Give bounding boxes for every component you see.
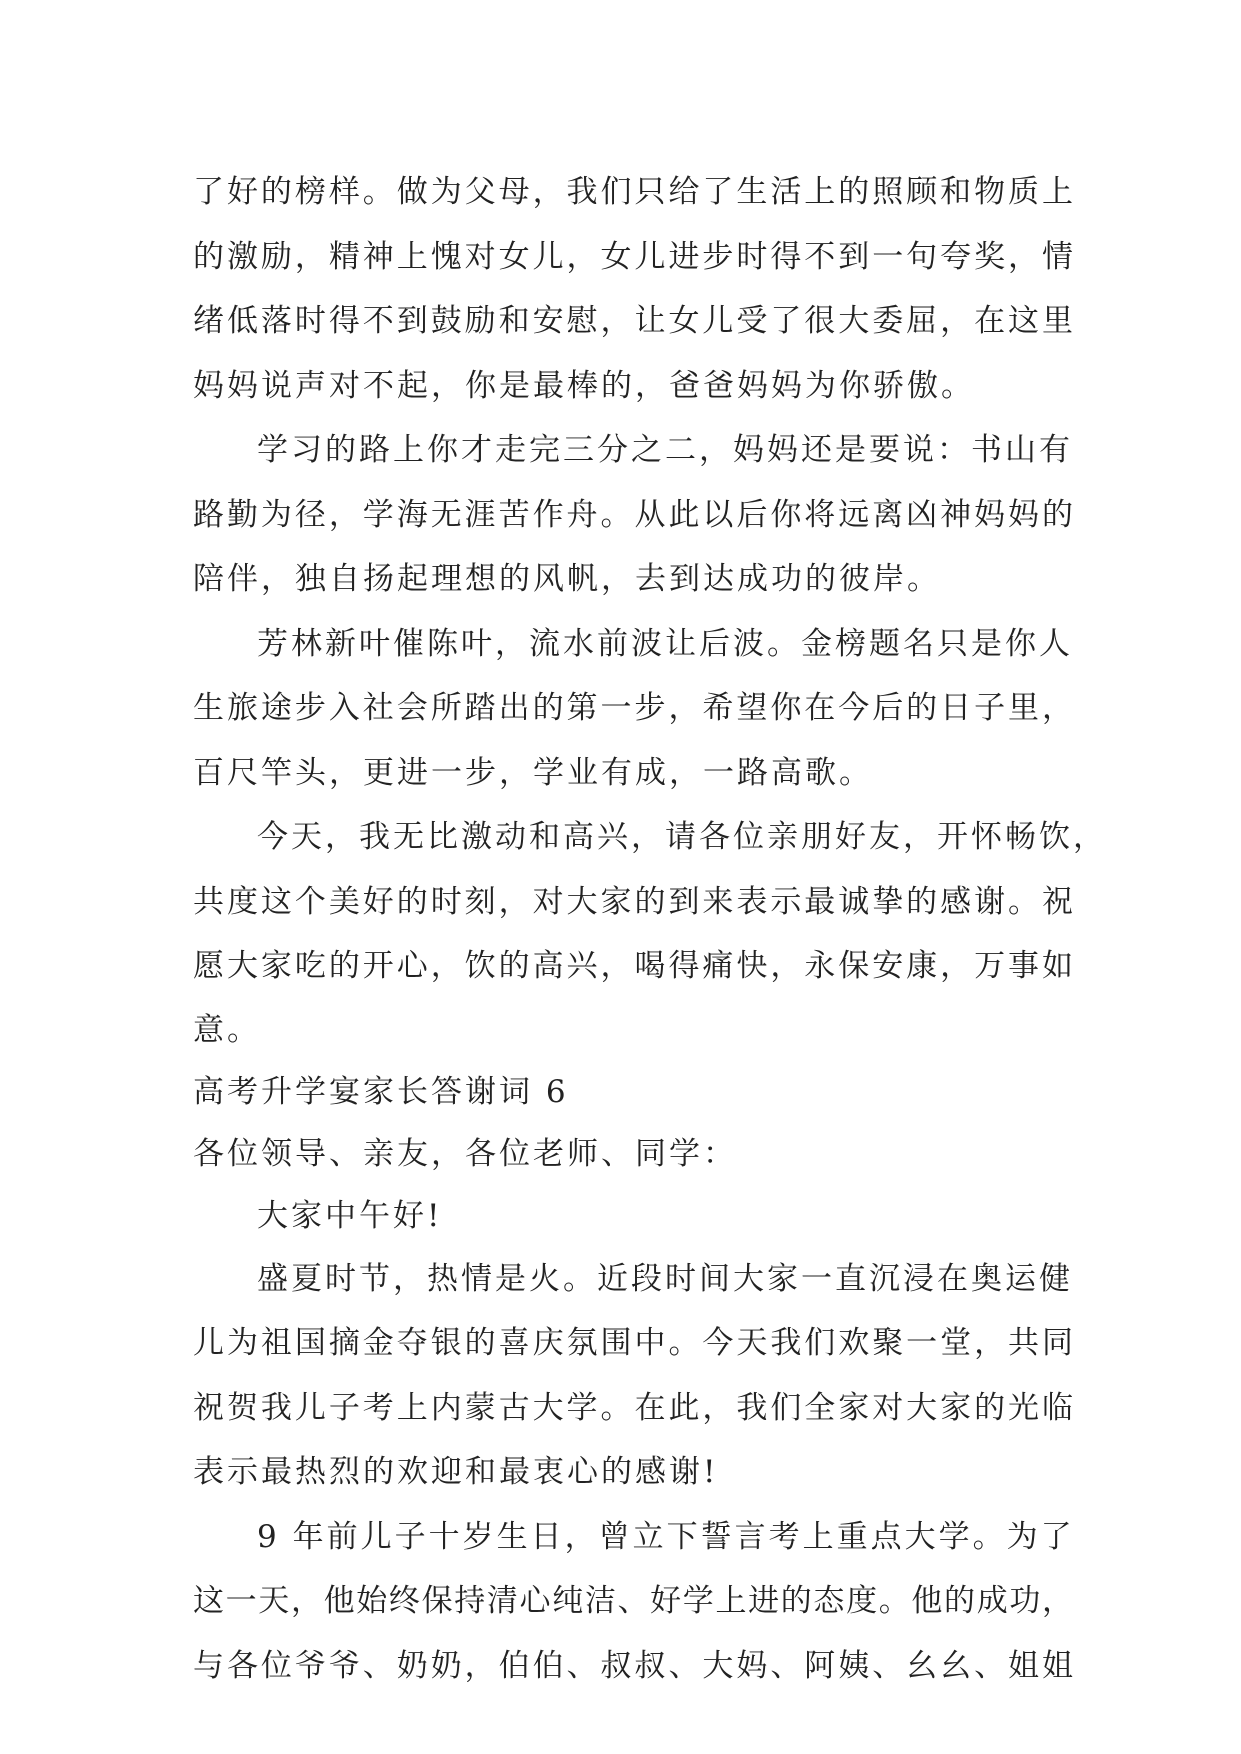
body-line: 路勤为径，学海无涯苦作舟。从此以后你将远离凶神妈妈的 — [193, 496, 1073, 533]
body-line: 这一天，他始终保持清心纯洁、好学上进的态度。他的成功， — [193, 1583, 1073, 1619]
body-line: 与各位爷爷、奶奶，伯伯、叔叔、大妈、阿姨、幺幺、姐姐 — [193, 1647, 1073, 1684]
body-line: 儿为祖国摘金夺银的喜庆氛围中。今天我们欢聚一堂，共同 — [193, 1325, 1073, 1361]
body-line: 祝贺我儿子考上内蒙古大学。在此，我们全家对大家的光临 — [193, 1389, 1073, 1426]
section-title: 高考升学宴家长答谢词 6 — [193, 1073, 569, 1110]
paragraph-first-line: 今天，我无比激动和高兴，请各位亲朋好友，开怀畅饮， — [257, 819, 1107, 855]
paragraph-first-line: 学习的路上你才走完三分之二，妈妈还是要说：书山有 — [257, 432, 1073, 468]
paragraph-first-line: 芳林新叶催陈叶，流水前波让后波。金榜题名只是你人 — [257, 625, 1073, 662]
paragraph-first-line: 9 年前儿子十岁生日，曾立下誓言考上重点大学。为了 — [257, 1518, 1075, 1555]
body-line: 了好的榜样。做为父母，我们只给了生活上的照顾和物质上 — [193, 174, 1073, 210]
salutation: 各位领导、亲友，各位老师、同学： — [193, 1135, 737, 1172]
body-line: 愿大家吃的开心，饮的高兴，喝得痛快，永保安康，万事如 — [193, 948, 1073, 984]
body-line: 的激励，精神上愧对女儿，女儿进步时得不到一句夸奖，情 — [193, 238, 1073, 275]
greeting: 大家中午好! — [257, 1197, 443, 1234]
body-line: 百尺竿头，更进一步，学业有成，一路高歌。 — [193, 754, 873, 791]
paragraph-first-line: 盛夏时节，热情是火。近段时间大家一直沉浸在奥运健 — [257, 1260, 1073, 1297]
body-line: 意。 — [193, 1011, 261, 1048]
body-line: 陪伴，独自扬起理想的风帆，去到达成功的彼岸。 — [193, 561, 941, 597]
body-line: 表示最热烈的欢迎和最衷心的感谢! — [193, 1454, 719, 1490]
body-line: 生旅途步入社会所踏出的第一步，希望你在今后的日子里， — [193, 690, 1073, 726]
body-line: 绪低落时得不到鼓励和安慰，让女儿受了很大委屈，在这里 — [193, 303, 1073, 339]
body-line: 共度这个美好的时刻，对大家的到来表示最诚挚的感谢。祝 — [193, 883, 1073, 920]
body-line: 妈妈说声对不起，你是最棒的，爸爸妈妈为你骄傲。 — [193, 367, 975, 404]
document-body — [193, 160, 1107, 1698]
